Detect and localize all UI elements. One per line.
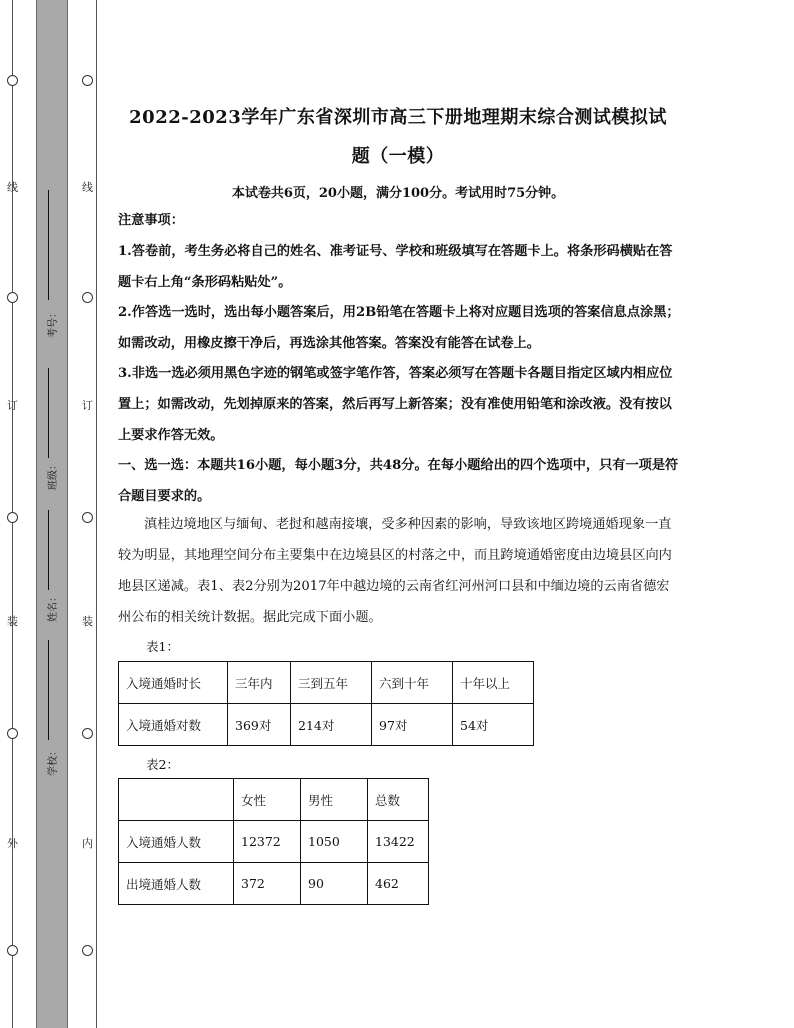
section-heading: 一、选一选：本题共16小题，每小题3分，共48分。在每小题给出的四个选项中，只有一项是符合题目要求的。 [118, 458, 679, 504]
table2-header-cell [119, 779, 234, 821]
binding-char-zhuang: 装 [82, 615, 93, 628]
table1-header-cell: 六到十年 [372, 662, 453, 704]
name-underline [48, 510, 49, 590]
binding-char-xian: 线 [7, 181, 18, 194]
table1-header-cell: 十年以上 [453, 662, 534, 704]
binding-char-xian: 线 [82, 181, 93, 194]
table2-cell: 462 [368, 863, 429, 905]
class-label: 班级： [48, 460, 59, 490]
table2-cell: 13422 [368, 821, 429, 863]
table2-cell: 90 [301, 863, 368, 905]
table2-cell: 372 [234, 863, 301, 905]
binding-hole [7, 945, 18, 956]
binding-char-nei: 内 [82, 837, 93, 850]
table1-header-cell: 入境通婚时长 [119, 662, 228, 704]
table2 [118, 778, 429, 905]
binding-hole [7, 292, 18, 303]
school-label: 学校： [48, 746, 59, 776]
table1-header-cell: 三年内 [228, 662, 291, 704]
exam-info: 本试卷共6页，20小题，满分100分。考试用时75分钟。 [231, 186, 565, 201]
binding-hole [7, 512, 18, 523]
doc-title-line1: 2022-2023学年广东省深圳市高三下册地理期末综合测试模拟试 [129, 107, 667, 128]
table2-header-cell: 总数 [368, 779, 429, 821]
binding-hole [82, 292, 93, 303]
table1-cell: 97对 [372, 704, 453, 746]
table2-row-label: 入境通婚人数 [119, 821, 234, 863]
school-underline [48, 640, 49, 740]
table2-header-cell: 男性 [301, 779, 368, 821]
doc-title-line2: 题（一模） [351, 146, 445, 167]
table1-header-cell: 三到五年 [291, 662, 372, 704]
table2-row-label: 出境通婚人数 [119, 863, 234, 905]
exam-number-label: 考号： [48, 308, 59, 338]
binding-char-wai: 外 [7, 837, 18, 850]
binding-char-ding: 订 [7, 399, 18, 412]
reading-passage: 滇桂边境地区与缅甸、老挝和越南接壤，受多种因素的影响，导致该地区跨境通婚现象一直较为明显，其地理空间分布主要集中在边境县区的村落之中，而且跨境通婚密度由边境县区向内地县区递减。表1、表2分别为2017年中越边境的云南省红河州河口县和中缅边境的云南省德宏州公布的相关统计数据。据此完成下面小题。 [118, 517, 672, 625]
binding-char-zhuang: 装 [7, 615, 18, 628]
binding-hole [82, 728, 93, 739]
table2-header-cell: 女性 [234, 779, 301, 821]
table2-label: 表2： [146, 757, 179, 772]
table1 [118, 661, 534, 746]
binding-hole [82, 512, 93, 523]
table1-row-label: 入境通婚对数 [119, 704, 228, 746]
class-underline [48, 368, 49, 458]
binding-hole [82, 945, 93, 956]
exam-number-underline [48, 190, 49, 300]
binding-char-ding: 订 [82, 399, 93, 412]
binding-hole [82, 75, 93, 86]
table1-cell: 54对 [453, 704, 534, 746]
note-1: 1.答卷前，考生务必将自己的姓名、准考证号、学校和班级填写在答题卡上。将条形码横贴在答题卡右上角“条形码粘贴处”。 [118, 244, 673, 290]
table2-cell: 1050 [301, 821, 368, 863]
table1-cell: 369对 [228, 704, 291, 746]
table2-cell: 12372 [234, 821, 301, 863]
name-label: 姓名： [48, 592, 59, 622]
table1-cell: 214对 [291, 704, 372, 746]
notes-heading: 注意事项： [118, 213, 184, 228]
table1-label: 表1： [146, 639, 179, 654]
binding-hole [7, 728, 18, 739]
note-3: 3.非选一选必须用黑色字迹的钢笔或签字笔作答，答案必须写在答题卡各题目指定区域内相应位置上；如需改动，先划掉原来的答案，然后再写上新答案；没有准使用铅笔和涂改液。没有按以上要求作答无效。 [118, 366, 673, 443]
inner-binding-line [96, 0, 97, 1028]
binding-margin-bar [36, 0, 68, 1028]
binding-hole [7, 75, 18, 86]
note-2: 2.作答选一选时，选出每小题答案后，用2B铅笔在答题卡上将对应题目选项的答案信息点涂黑；如需改动，用橡皮擦干净后，再选涂其他答案。答案没有能答在试卷上。 [118, 305, 680, 351]
